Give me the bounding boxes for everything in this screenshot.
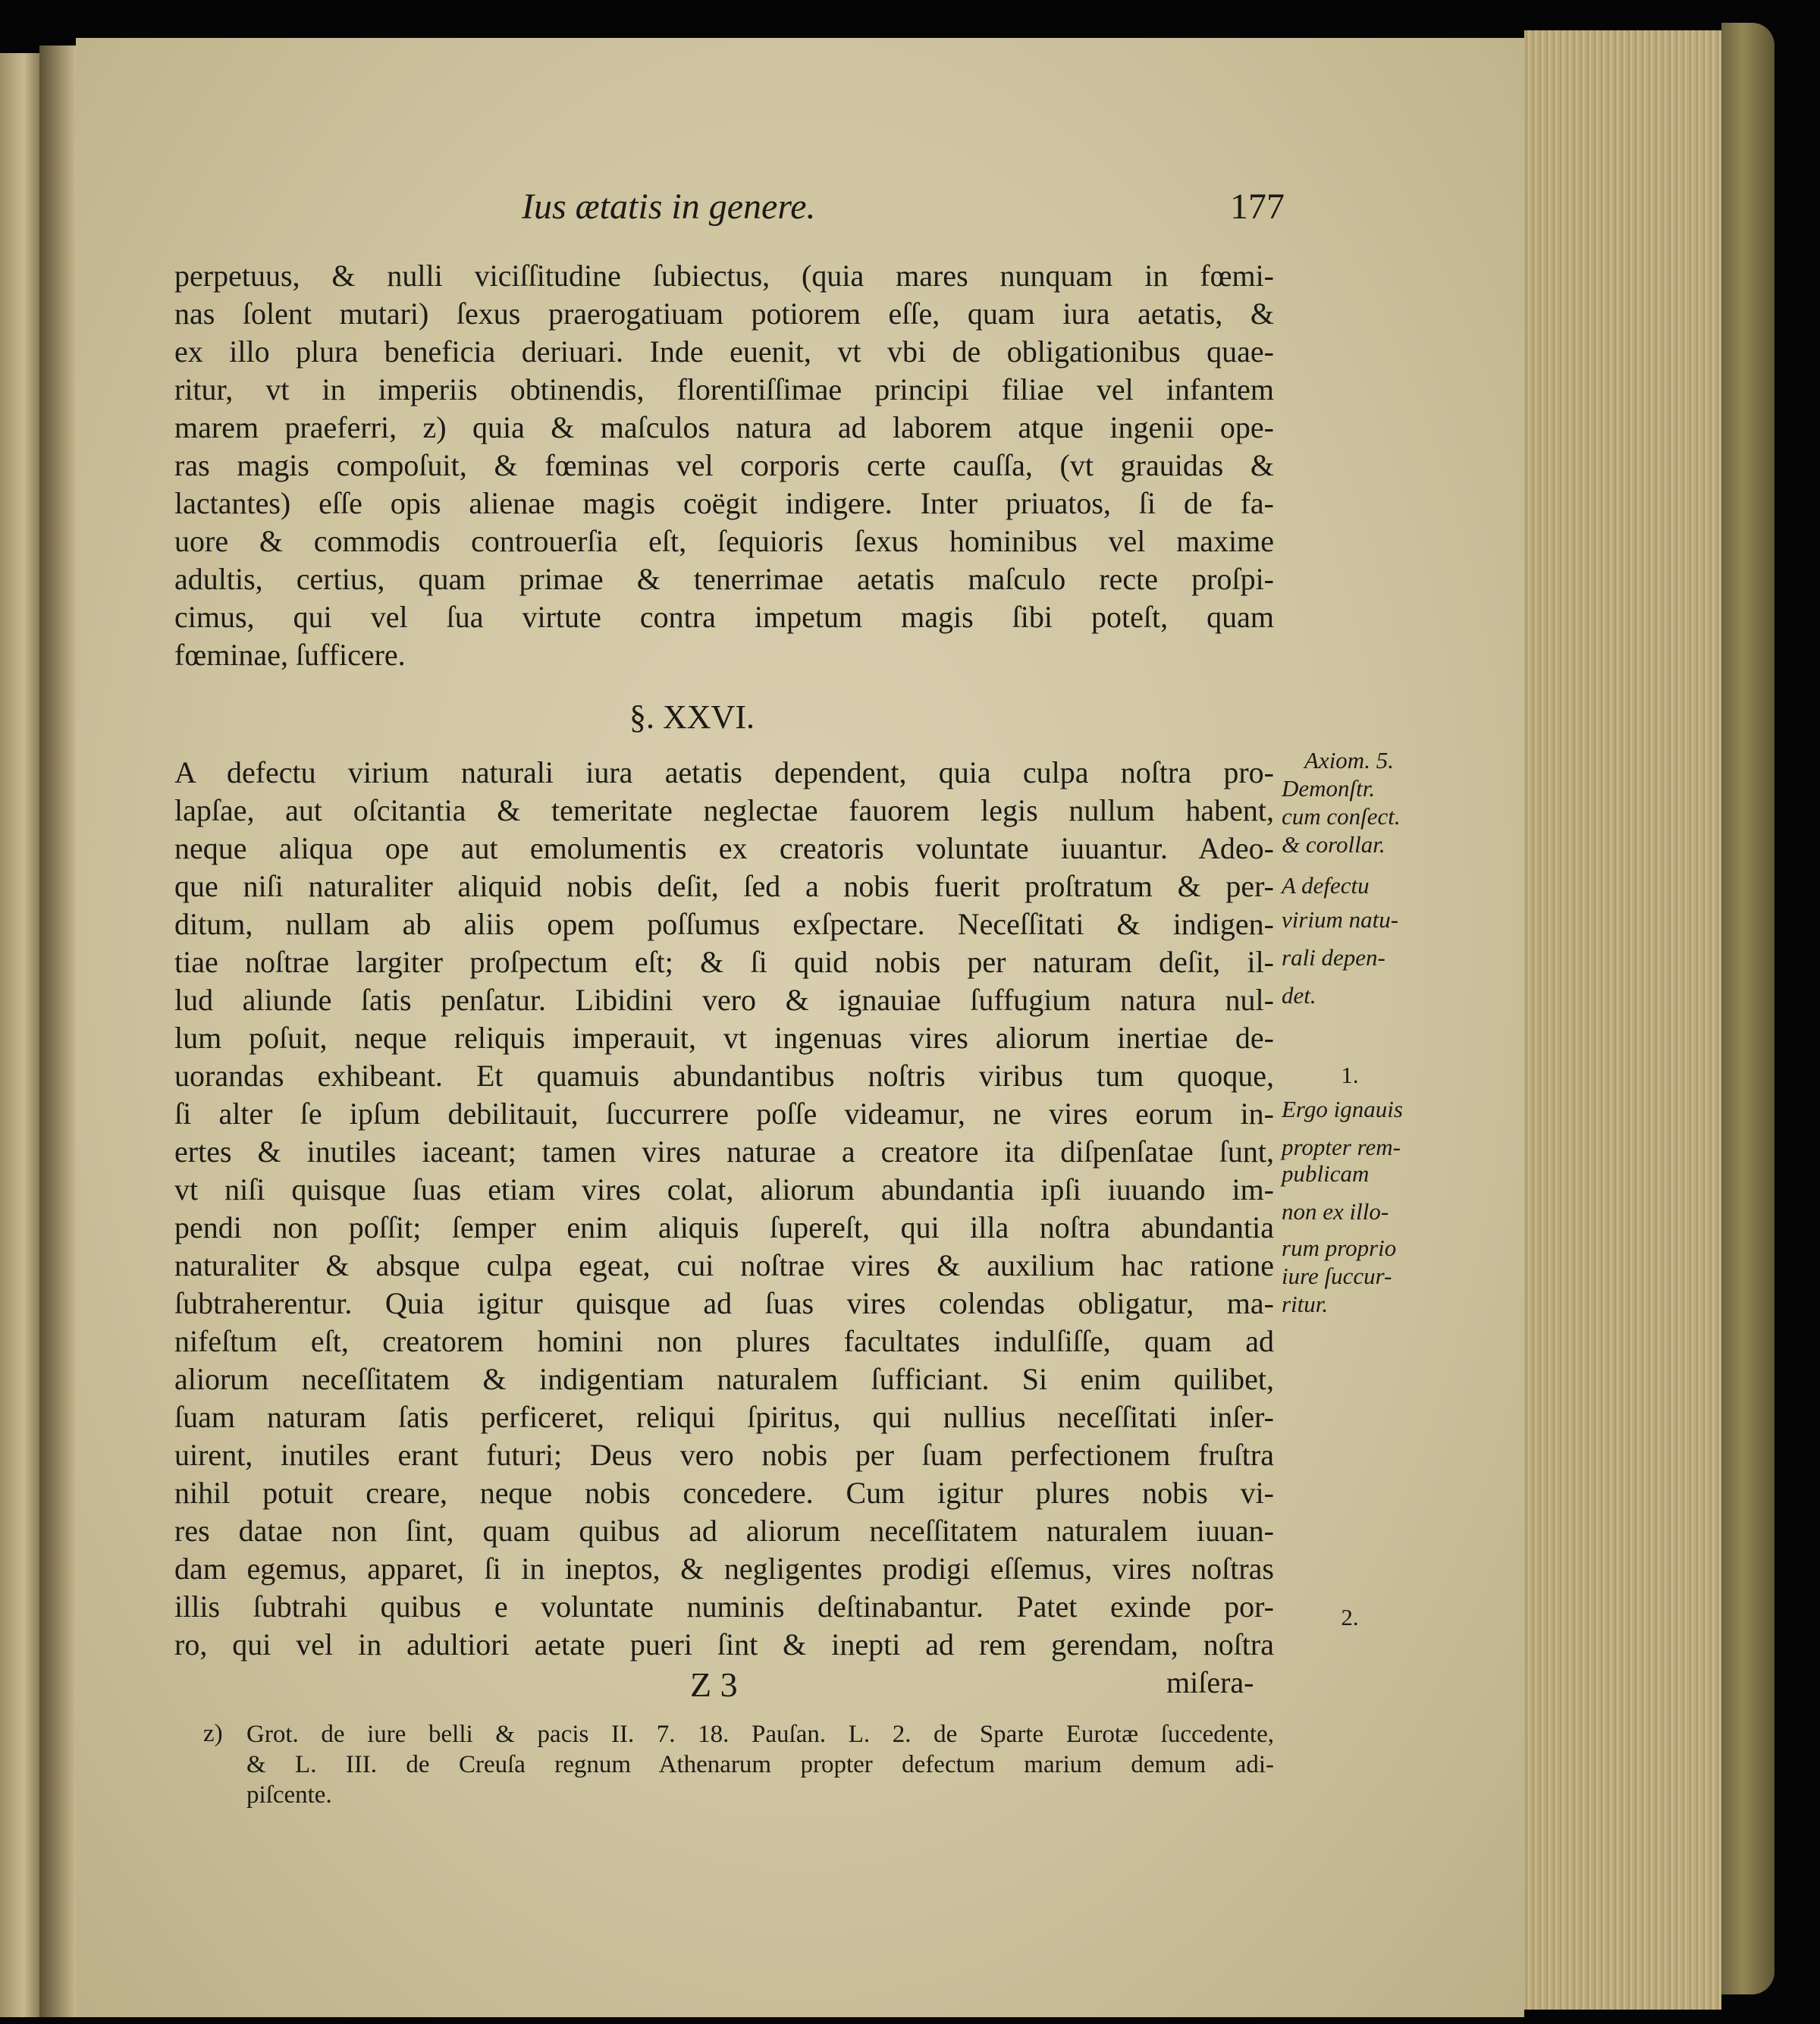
margin-note: non ex illo- bbox=[1282, 1198, 1389, 1225]
text-line: ex illo plura beneficia deriuari. Inde euenit, vt vbi de obligationibus quae- bbox=[174, 334, 1274, 369]
margin-note: ritur. bbox=[1282, 1291, 1329, 1317]
text-line: pendi non poſſit; ſemper enim aliquis ſupereſt, qui illa noſtra abundantia bbox=[174, 1210, 1274, 1244]
text-line: tiae noſtrae largiter proſpectum eſt; & ſi quid nobis per naturam deſit, il- bbox=[174, 945, 1274, 979]
text-line: que niſi naturaliter aliquid nobis deſit, ſed a nobis fuerit proſtratum & per- bbox=[174, 869, 1274, 903]
margin-note: det. bbox=[1282, 982, 1316, 1009]
text-line: marem praeferri, z) quia & maſculos natura ad laborem atque ingenii ope- bbox=[174, 410, 1274, 444]
running-title: Ius ætatis in genere. bbox=[522, 187, 816, 227]
text-line: uorandas exhibeant. Et quamuis abundantibus noſtris viribus tum quoque, bbox=[174, 1059, 1274, 1093]
text-line: nas ſolent mutari) ſexus praerogatiuam potiorem eſſe, quam iura aetatis, & bbox=[174, 297, 1274, 331]
margin-note: cum conſect. bbox=[1282, 803, 1401, 830]
text-line: dam egemus, apparet, ſi in ineptos, & negligentes prodigi eſſemus, vires noſtras bbox=[174, 1552, 1274, 1586]
signature-mark: Z 3 bbox=[690, 1665, 738, 1704]
margin-note: rali depen- bbox=[1282, 944, 1385, 971]
text-line: res datae non ſint, quam quibus ad aliorum neceſſitatem naturalem iuuan- bbox=[174, 1514, 1274, 1548]
text-line: lactantes) eſſe opis alienae magis coëgit indigere. Inter priuatos, ſi de fa- bbox=[174, 486, 1274, 520]
footnote-mark: z) bbox=[203, 1720, 223, 1747]
section-heading: §. XXVI. bbox=[629, 698, 755, 736]
text-line: ro, qui vel in adultiori aetate pueri ſint & inepti ad rem gerendam, noſtra bbox=[174, 1627, 1274, 1662]
margin-note: virium natu- bbox=[1282, 906, 1399, 933]
text-line: ſi alter ſe ipſum debilitauit, ſuccurrere poſſe videamur, ne vires eorum in- bbox=[174, 1097, 1274, 1131]
margin-note: rum proprio bbox=[1282, 1235, 1397, 1261]
margin-note: Demonſtr. bbox=[1282, 775, 1376, 802]
margin-number: 2. bbox=[1341, 1604, 1359, 1630]
footnote-line: Grot. de iure belli & pacis II. 7. 18. Pauſan. L. 2. de Sparte Eurotæ ſuccedente, bbox=[246, 1721, 1274, 1748]
text-line: vt niſi quisque ſuas etiam vires colat, aliorum abundantia ipſi iuuando im- bbox=[174, 1172, 1274, 1207]
text-line: ras magis compoſuit, & fœminas vel corporis certe cauſſa, (vt grauidas & bbox=[174, 448, 1274, 482]
text-line: illis ſubtrahi quibus e voluntate numinis deſtinabantur. Patet exinde por- bbox=[174, 1589, 1274, 1624]
book-cover bbox=[1721, 23, 1774, 1994]
margin-note: & corollar. bbox=[1282, 831, 1385, 858]
text-line: ertes & inutiles iaceant; tamen vires naturae a creatore ita diſpenſatae ſunt, bbox=[174, 1134, 1274, 1169]
text-line: naturaliter & absque culpa egeat, cui noſtrae vires & auxilium hac ratione bbox=[174, 1248, 1274, 1282]
margin-note: Ergo ignauis bbox=[1282, 1096, 1403, 1122]
text-line: adultis, certius, quam primae & tenerrimae aetatis maſculo recte proſpi- bbox=[174, 562, 1274, 596]
margin-note: propter rem- bbox=[1282, 1134, 1401, 1160]
text-line: uirent, inutiles erant futuri; Deus vero nobis per ſuam perfectionem fruſtra bbox=[174, 1438, 1274, 1472]
page-number: 177 bbox=[1230, 187, 1285, 227]
catchword: miſera- bbox=[1166, 1665, 1254, 1699]
text-line: ditum, nullam ab aliis opem poſſumus exſpectare. Neceſſitati & indigen- bbox=[174, 907, 1274, 941]
text-line: uore & commodis controuerſia eſt, ſequioris ſexus hominibus vel maxime bbox=[174, 524, 1274, 558]
text-line: ſuam naturam ſatis perficeret, reliqui ſpiritus, qui nullius neceſſitati inſer- bbox=[174, 1400, 1274, 1434]
text-line: nifeſtum eſt, creatorem homini non plures facultates indulſiſſe, quam ad bbox=[174, 1324, 1274, 1358]
margin-number: 1. bbox=[1341, 1062, 1359, 1088]
text-line: lapſae, aut oſcitantia & temeritate neglectae fauorem legis nullum habent, bbox=[174, 793, 1274, 827]
text-line: fœminae, ſufficere. bbox=[174, 638, 406, 672]
page-block-edges bbox=[1524, 30, 1721, 2010]
book-gutter bbox=[39, 46, 77, 2017]
text-line: perpetuus, & nulli viciſſitudine ſubiectus, (quia mares nunquam in fœmi- bbox=[174, 259, 1274, 293]
margin-note: iure ſuccur- bbox=[1282, 1263, 1392, 1289]
left-page-edge bbox=[0, 53, 39, 2017]
margin-note: Axiom. 5. bbox=[1304, 747, 1394, 774]
text-line: ritur, vt in imperiis obtinendis, florentiſſimae principi filiae vel infantem bbox=[174, 372, 1274, 406]
text-line: A defectu virium naturali iura aetatis dependent, quia culpa noſtra pro- bbox=[174, 755, 1274, 789]
text-line: nihil potuit creare, neque nobis concedere. Cum igitur plures nobis vi- bbox=[174, 1476, 1274, 1510]
margin-note: A defectu bbox=[1282, 872, 1370, 899]
text-line: lum poſuit, neque reliquis imperauit, vt ingenuas vires aliorum inertiae de- bbox=[174, 1021, 1274, 1055]
text-line: cimus, qui vel ſua virtute contra impetum magis ſibi poteſt, quam bbox=[174, 600, 1274, 634]
text-line: aliorum neceſſitatem & indigentiam naturalem ſufficiant. Si enim quilibet, bbox=[174, 1362, 1274, 1396]
margin-note: publicam bbox=[1282, 1160, 1370, 1187]
text-line: neque aliqua ope aut emolumentis ex creatoris voluntate iuuantur. Adeo- bbox=[174, 831, 1274, 865]
text-line: lud aliunde ſatis penſatur. Libidini vero & ignauiae ſuffugium natura nul- bbox=[174, 983, 1274, 1017]
text-line: ſubtraherentur. Quia igitur quisque ad ſuas vires colendas obligatur, ma- bbox=[174, 1286, 1274, 1320]
footnote-line: & L. III. de Creuſa regnum Athenarum propter defectum marium demum adi- bbox=[246, 1751, 1274, 1778]
footnote-line: piſcente. bbox=[246, 1781, 332, 1809]
